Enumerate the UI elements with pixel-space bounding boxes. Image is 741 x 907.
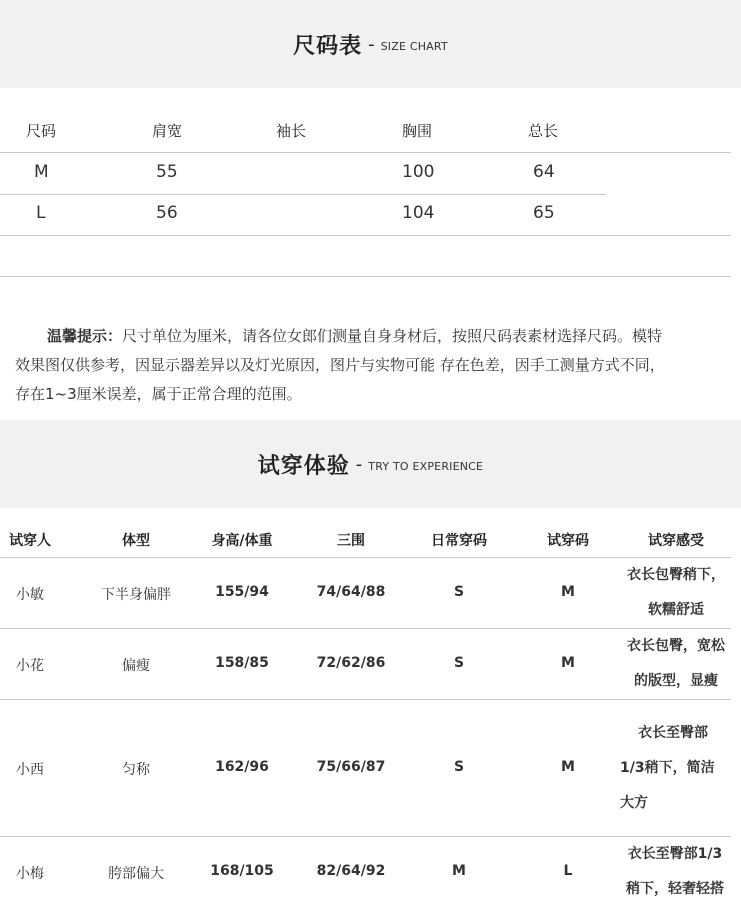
tip-text: 尺寸单位为厘米，请各位女郎们测量自身身材后，按照尺码表素材选择尺码。模特: [122, 327, 663, 345]
cell-body-type: 匀称: [122, 762, 150, 778]
header-size: 尺码: [26, 122, 57, 140]
size-chart-title: 尺码表: [293, 33, 363, 59]
size-tip: [15, 322, 725, 409]
cell-feeling: [618, 716, 730, 821]
cell-daily-size: M: [452, 863, 466, 879]
cell-shoulder: 55: [156, 162, 178, 182]
tip-line-3: 存在1~3厘米误差，属于正常合理的范围。: [15, 385, 302, 403]
cell-measurements: 74/64/88: [316, 584, 386, 600]
divider: [0, 276, 731, 277]
table-row: [0, 700, 741, 836]
try-subtitle: TRY TO EXPERIENCE: [368, 459, 484, 473]
tip-line-2: 效果图仅供参考，因显示器差异以及灯光原因，图片与实物可能 存在色差，因手工测量方式不同，: [15, 356, 665, 374]
header-try-size: 试穿码: [547, 533, 589, 549]
header-measurements: 三围: [337, 533, 365, 549]
title-dash: -: [355, 453, 363, 475]
cell-daily-size: S: [453, 759, 465, 775]
cell-measurements: 75/66/87: [316, 759, 386, 775]
cell-try-size: M: [561, 759, 575, 775]
header-feeling: 试穿感受: [648, 533, 704, 549]
cell-measurements: 82/64/92: [316, 863, 386, 879]
cell-daily-size: S: [453, 655, 465, 671]
cell-height-weight: 162/96: [215, 759, 269, 775]
try-title: 试穿体验: [257, 453, 350, 479]
size-table-header: [0, 108, 741, 152]
table-row: [0, 195, 741, 235]
cell-feeling: [612, 837, 738, 907]
divider: [0, 235, 731, 236]
header-shoulder: 肩宽: [152, 122, 183, 140]
cell-size: M: [34, 162, 49, 182]
tip-label: 温馨提示：: [47, 327, 123, 345]
cell-height-weight: 155/94: [215, 584, 269, 600]
cell-feeling: [616, 629, 736, 699]
cell-chest: 100: [402, 162, 435, 182]
cell-measurements: 72/62/86: [316, 655, 386, 671]
header-body-type: 体型: [122, 533, 150, 549]
cell-try-size: L: [563, 863, 573, 879]
header-sleeve: 袖长: [276, 122, 307, 140]
header-tester: 试穿人: [9, 533, 51, 549]
cell-tester: 小梅: [16, 866, 44, 882]
feeling-line: 1/3稍下，简洁: [620, 760, 715, 776]
feeling-line: 大方: [620, 795, 648, 811]
cell-chest: 104: [402, 203, 435, 223]
cell-tester: 小西: [16, 762, 44, 778]
cell-body-type: 下半身偏胖: [101, 587, 171, 603]
cell-tester: 小花: [16, 658, 44, 674]
feeling-line: 衣长包臀，宽松: [627, 638, 725, 654]
feeling-line: 衣长包臀稍下，: [627, 567, 725, 583]
cell-height-weight: 168/105: [210, 863, 274, 879]
cell-try-size: M: [561, 655, 575, 671]
table-row: [0, 558, 741, 628]
cell-length: 65: [533, 203, 555, 223]
cell-tester: 小敏: [16, 587, 44, 603]
cell-try-size: M: [561, 584, 575, 600]
table-row: [0, 154, 741, 194]
header-daily-size: 日常穿码: [431, 533, 487, 549]
cell-size: L: [36, 203, 46, 223]
cell-daily-size: S: [453, 584, 465, 600]
header-length: 总长: [528, 122, 559, 140]
cell-length: 64: [533, 162, 555, 182]
feeling-line: 的版型，显瘦: [634, 673, 718, 689]
table-row: [0, 837, 741, 897]
divider: [0, 152, 731, 153]
size-chart-subtitle: SIZE CHART: [380, 39, 448, 53]
feeling-line: 软糯舒适: [648, 602, 704, 618]
cell-body-type: 胯部偏大: [108, 866, 164, 882]
header-chest: 胸围: [402, 122, 433, 140]
header-height-weight: 身高/体重: [211, 533, 273, 549]
table-row: [0, 629, 741, 699]
size-chart-banner: [0, 0, 741, 88]
cell-body-type: 偏瘦: [122, 658, 150, 674]
try-experience-banner: [0, 420, 741, 508]
cell-feeling: [616, 558, 736, 628]
try-table-header: [0, 520, 741, 558]
feeling-line: 稍下，轻奢轻搭: [626, 881, 724, 897]
title-dash: -: [368, 33, 375, 55]
feeling-line: 衣长至臀部: [638, 725, 708, 741]
cell-shoulder: 56: [156, 203, 178, 223]
feeling-line: 衣长至臀部1/3: [627, 846, 723, 862]
cell-height-weight: 158/85: [215, 655, 269, 671]
